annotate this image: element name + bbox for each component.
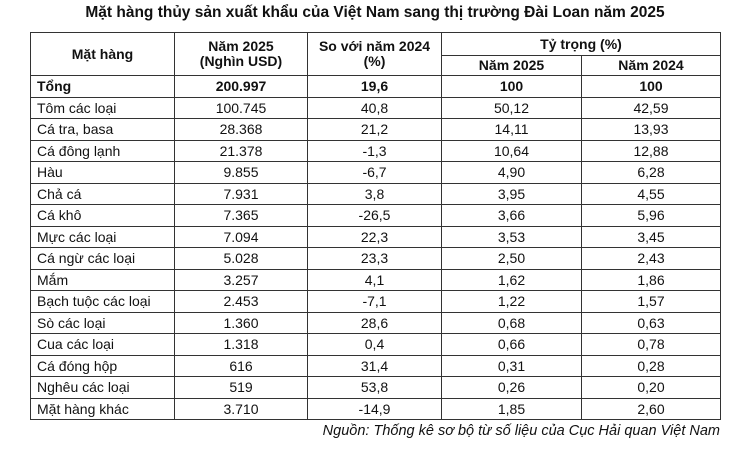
- cell-value-2025: 1.360: [175, 312, 308, 334]
- cell-share-2025: 1,85: [442, 398, 582, 420]
- cell-share-2025: 1,22: [442, 291, 582, 313]
- table-row: [31, 205, 721, 227]
- cell-share-2024: 12,88: [582, 140, 721, 162]
- cell-value-2025: 7.931: [175, 183, 308, 205]
- cell-change-vs-2024: 40,8: [308, 97, 442, 119]
- cell-share-2025: 0,31: [442, 355, 582, 377]
- cell-value-2025: 1.318: [175, 334, 308, 356]
- cell-share-2025: 3,95: [442, 183, 582, 205]
- table-row: [31, 269, 721, 291]
- cell-value-2025: 2.453: [175, 291, 308, 313]
- cell-share-2025: 3,53: [442, 226, 582, 248]
- cell-item: Cá đông lạnh: [31, 140, 175, 162]
- table-row: [31, 291, 721, 313]
- header-item: Mặt hàng: [31, 33, 175, 76]
- table-row: [31, 140, 721, 162]
- table-row: [31, 398, 721, 420]
- cell-change-vs-2024: -26,5: [308, 205, 442, 227]
- cell-item: Cá khô: [31, 205, 175, 227]
- cell-value-2025: 3.257: [175, 269, 308, 291]
- cell-item: Cá ngừ các loại: [31, 248, 175, 270]
- cell-change-vs-2024: 53,8: [308, 377, 442, 399]
- header-year-2025: Năm 2025 (Nghìn USD): [175, 33, 308, 76]
- table-row: [31, 226, 721, 248]
- cell-item: Cá đóng hộp: [31, 355, 175, 377]
- cell-share-2024: 0,20: [582, 377, 721, 399]
- table-row: [31, 183, 721, 205]
- cell-share-2024: 5,96: [582, 205, 721, 227]
- source-note: Nguồn: Thống kê sơ bộ từ số liệu của Cục Hải quan Việt Nam: [322, 423, 720, 439]
- cell-share-2024: 4,55: [582, 183, 721, 205]
- header-share-2024: Năm 2024: [582, 56, 721, 76]
- cell-change-vs-2024: 28,6: [308, 312, 442, 334]
- cell-value-2025: 519: [175, 377, 308, 399]
- cell-share-2025: 14,11: [442, 119, 582, 141]
- cell-share-2025: 10,64: [442, 140, 582, 162]
- table-row: [31, 248, 721, 270]
- cell-share-2025: 0,68: [442, 312, 582, 334]
- table-row: [31, 97, 721, 119]
- cell-value-2025: 28.368: [175, 119, 308, 141]
- cell-share-2024: 0,63: [582, 312, 721, 334]
- table-row: [31, 312, 721, 334]
- cell-change-vs-2024: -1,3: [308, 140, 442, 162]
- cell-change-vs-2024: 19,6: [308, 76, 442, 98]
- cell-share-2024: 3,45: [582, 226, 721, 248]
- cell-item: Mắm: [31, 269, 175, 291]
- cell-item: Cá tra, basa: [31, 119, 175, 141]
- cell-value-2025: 3.710: [175, 398, 308, 420]
- cell-change-vs-2024: 23,3: [308, 248, 442, 270]
- cell-share-2024: 0,78: [582, 334, 721, 356]
- header-vs-2024: So với năm 2024 (%): [308, 33, 442, 76]
- cell-share-2024: 6,28: [582, 162, 721, 184]
- cell-share-2025: 0,26: [442, 377, 582, 399]
- cell-change-vs-2024: 22,3: [308, 226, 442, 248]
- total-row: [31, 76, 721, 98]
- cell-share-2025: 0,66: [442, 334, 582, 356]
- table-row: [31, 334, 721, 356]
- cell-change-vs-2024: -14,9: [308, 398, 442, 420]
- cell-change-vs-2024: -7,1: [308, 291, 442, 313]
- cell-share-2024: 1,86: [582, 269, 721, 291]
- cell-share-2024: 1,57: [582, 291, 721, 313]
- cell-value-2025: 21.378: [175, 140, 308, 162]
- export-table: [30, 32, 721, 420]
- cell-item: Sò các loại: [31, 312, 175, 334]
- cell-item: Bạch tuộc các loại: [31, 291, 175, 313]
- cell-share-2025: 2,50: [442, 248, 582, 270]
- cell-value-2025: 200.997: [175, 76, 308, 98]
- cell-value-2025: 616: [175, 355, 308, 377]
- table-row: [31, 355, 721, 377]
- cell-share-2025: 4,90: [442, 162, 582, 184]
- cell-change-vs-2024: 4,1: [308, 269, 442, 291]
- cell-share-2025: 50,12: [442, 97, 582, 119]
- cell-share-2024: 2,60: [582, 398, 721, 420]
- cell-share-2024: 2,43: [582, 248, 721, 270]
- table-title: Mặt hàng thủy sản xuất khẩu của Việt Nam sang thị trường Đài Loan năm 2025: [85, 4, 665, 21]
- cell-share-2024: 42,59: [582, 97, 721, 119]
- table-row: [31, 162, 721, 184]
- cell-share-2024: 13,93: [582, 119, 721, 141]
- cell-value-2025: 9.855: [175, 162, 308, 184]
- cell-value-2025: 7.094: [175, 226, 308, 248]
- cell-value-2025: 5.028: [175, 248, 308, 270]
- cell-item: Cua các loại: [31, 334, 175, 356]
- header-share: Tỷ trọng (%): [442, 33, 721, 56]
- cell-change-vs-2024: 0,4: [308, 334, 442, 356]
- table-row: [31, 377, 721, 399]
- header-share-2025: Năm 2025: [442, 56, 582, 76]
- cell-item: Chả cá: [31, 183, 175, 205]
- table-row: [31, 119, 721, 141]
- cell-item: Mực các loại: [31, 226, 175, 248]
- cell-item: Tổng: [31, 76, 175, 98]
- cell-item: Nghêu các loại: [31, 377, 175, 399]
- cell-item: Mặt hàng khác: [31, 398, 175, 420]
- cell-change-vs-2024: 31,4: [308, 355, 442, 377]
- cell-item: Tôm các loại: [31, 97, 175, 119]
- cell-value-2025: 100.745: [175, 97, 308, 119]
- cell-change-vs-2024: 3,8: [308, 183, 442, 205]
- cell-value-2025: 7.365: [175, 205, 308, 227]
- cell-change-vs-2024: 21,2: [308, 119, 442, 141]
- cell-share-2025: 100: [442, 76, 582, 98]
- header-row: [31, 33, 721, 56]
- table-body: [31, 76, 721, 420]
- cell-share-2025: 1,62: [442, 269, 582, 291]
- cell-change-vs-2024: -6,7: [308, 162, 442, 184]
- cell-item: Hàu: [31, 162, 175, 184]
- cell-share-2025: 3,66: [442, 205, 582, 227]
- cell-share-2024: 0,28: [582, 355, 721, 377]
- cell-share-2024: 100: [582, 76, 721, 98]
